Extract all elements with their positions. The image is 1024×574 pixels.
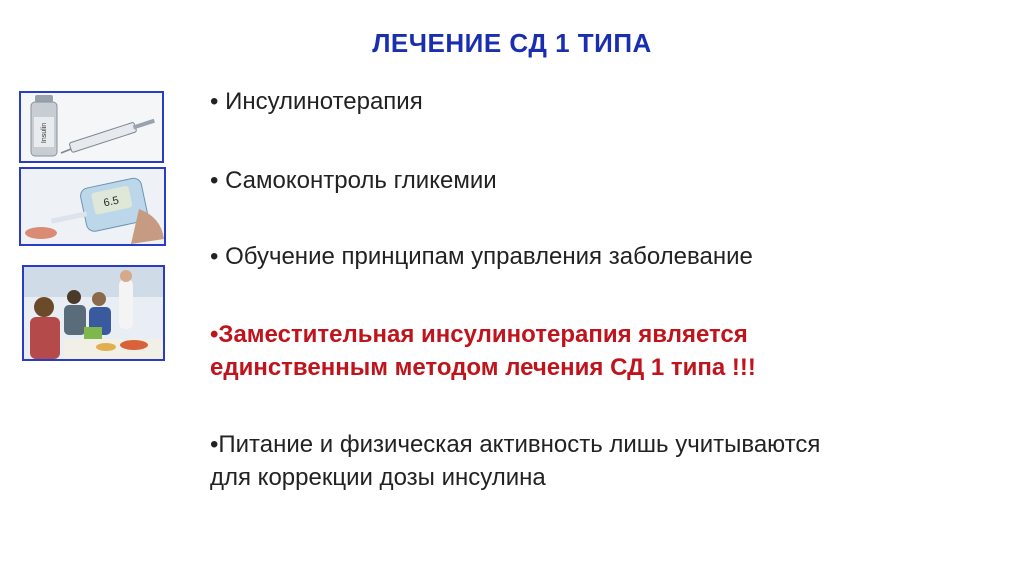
bullet-replacement-therapy-highlight [210,318,756,384]
bullet-disease-management-training: • Обучение принципам управления заболевание [210,243,753,270]
patient-education-group-image [22,265,165,361]
bullet-line: единственным методом лечения СД 1 типа !!! [210,354,756,381]
glucose-meter-image [19,167,166,246]
slide-title: ЛЕЧЕНИЕ СД 1 ТИПА [372,28,652,58]
group-lesson-illustration [24,267,163,359]
insulin-vial-syringe-illustration [21,93,162,161]
insulin-vial-syringe-image [19,91,164,163]
bullet-line: •Заместительная инсулинотерапия является [210,321,748,348]
bullet-line: •Питание и физическая активность лишь учитываются [210,431,821,458]
meter-reading: 6.5 [102,194,120,210]
bullet-insulin-therapy: • Инсулинотерапия [210,88,423,115]
glucose-meter-illustration [21,169,164,244]
bullet-line: для коррекции дозы инсулина [210,464,546,491]
insulin-label: Insulin [41,122,48,144]
bullet-glycemia-self-control: • Самоконтроль гликемии [210,167,497,194]
bullet-nutrition-activity [210,428,820,494]
